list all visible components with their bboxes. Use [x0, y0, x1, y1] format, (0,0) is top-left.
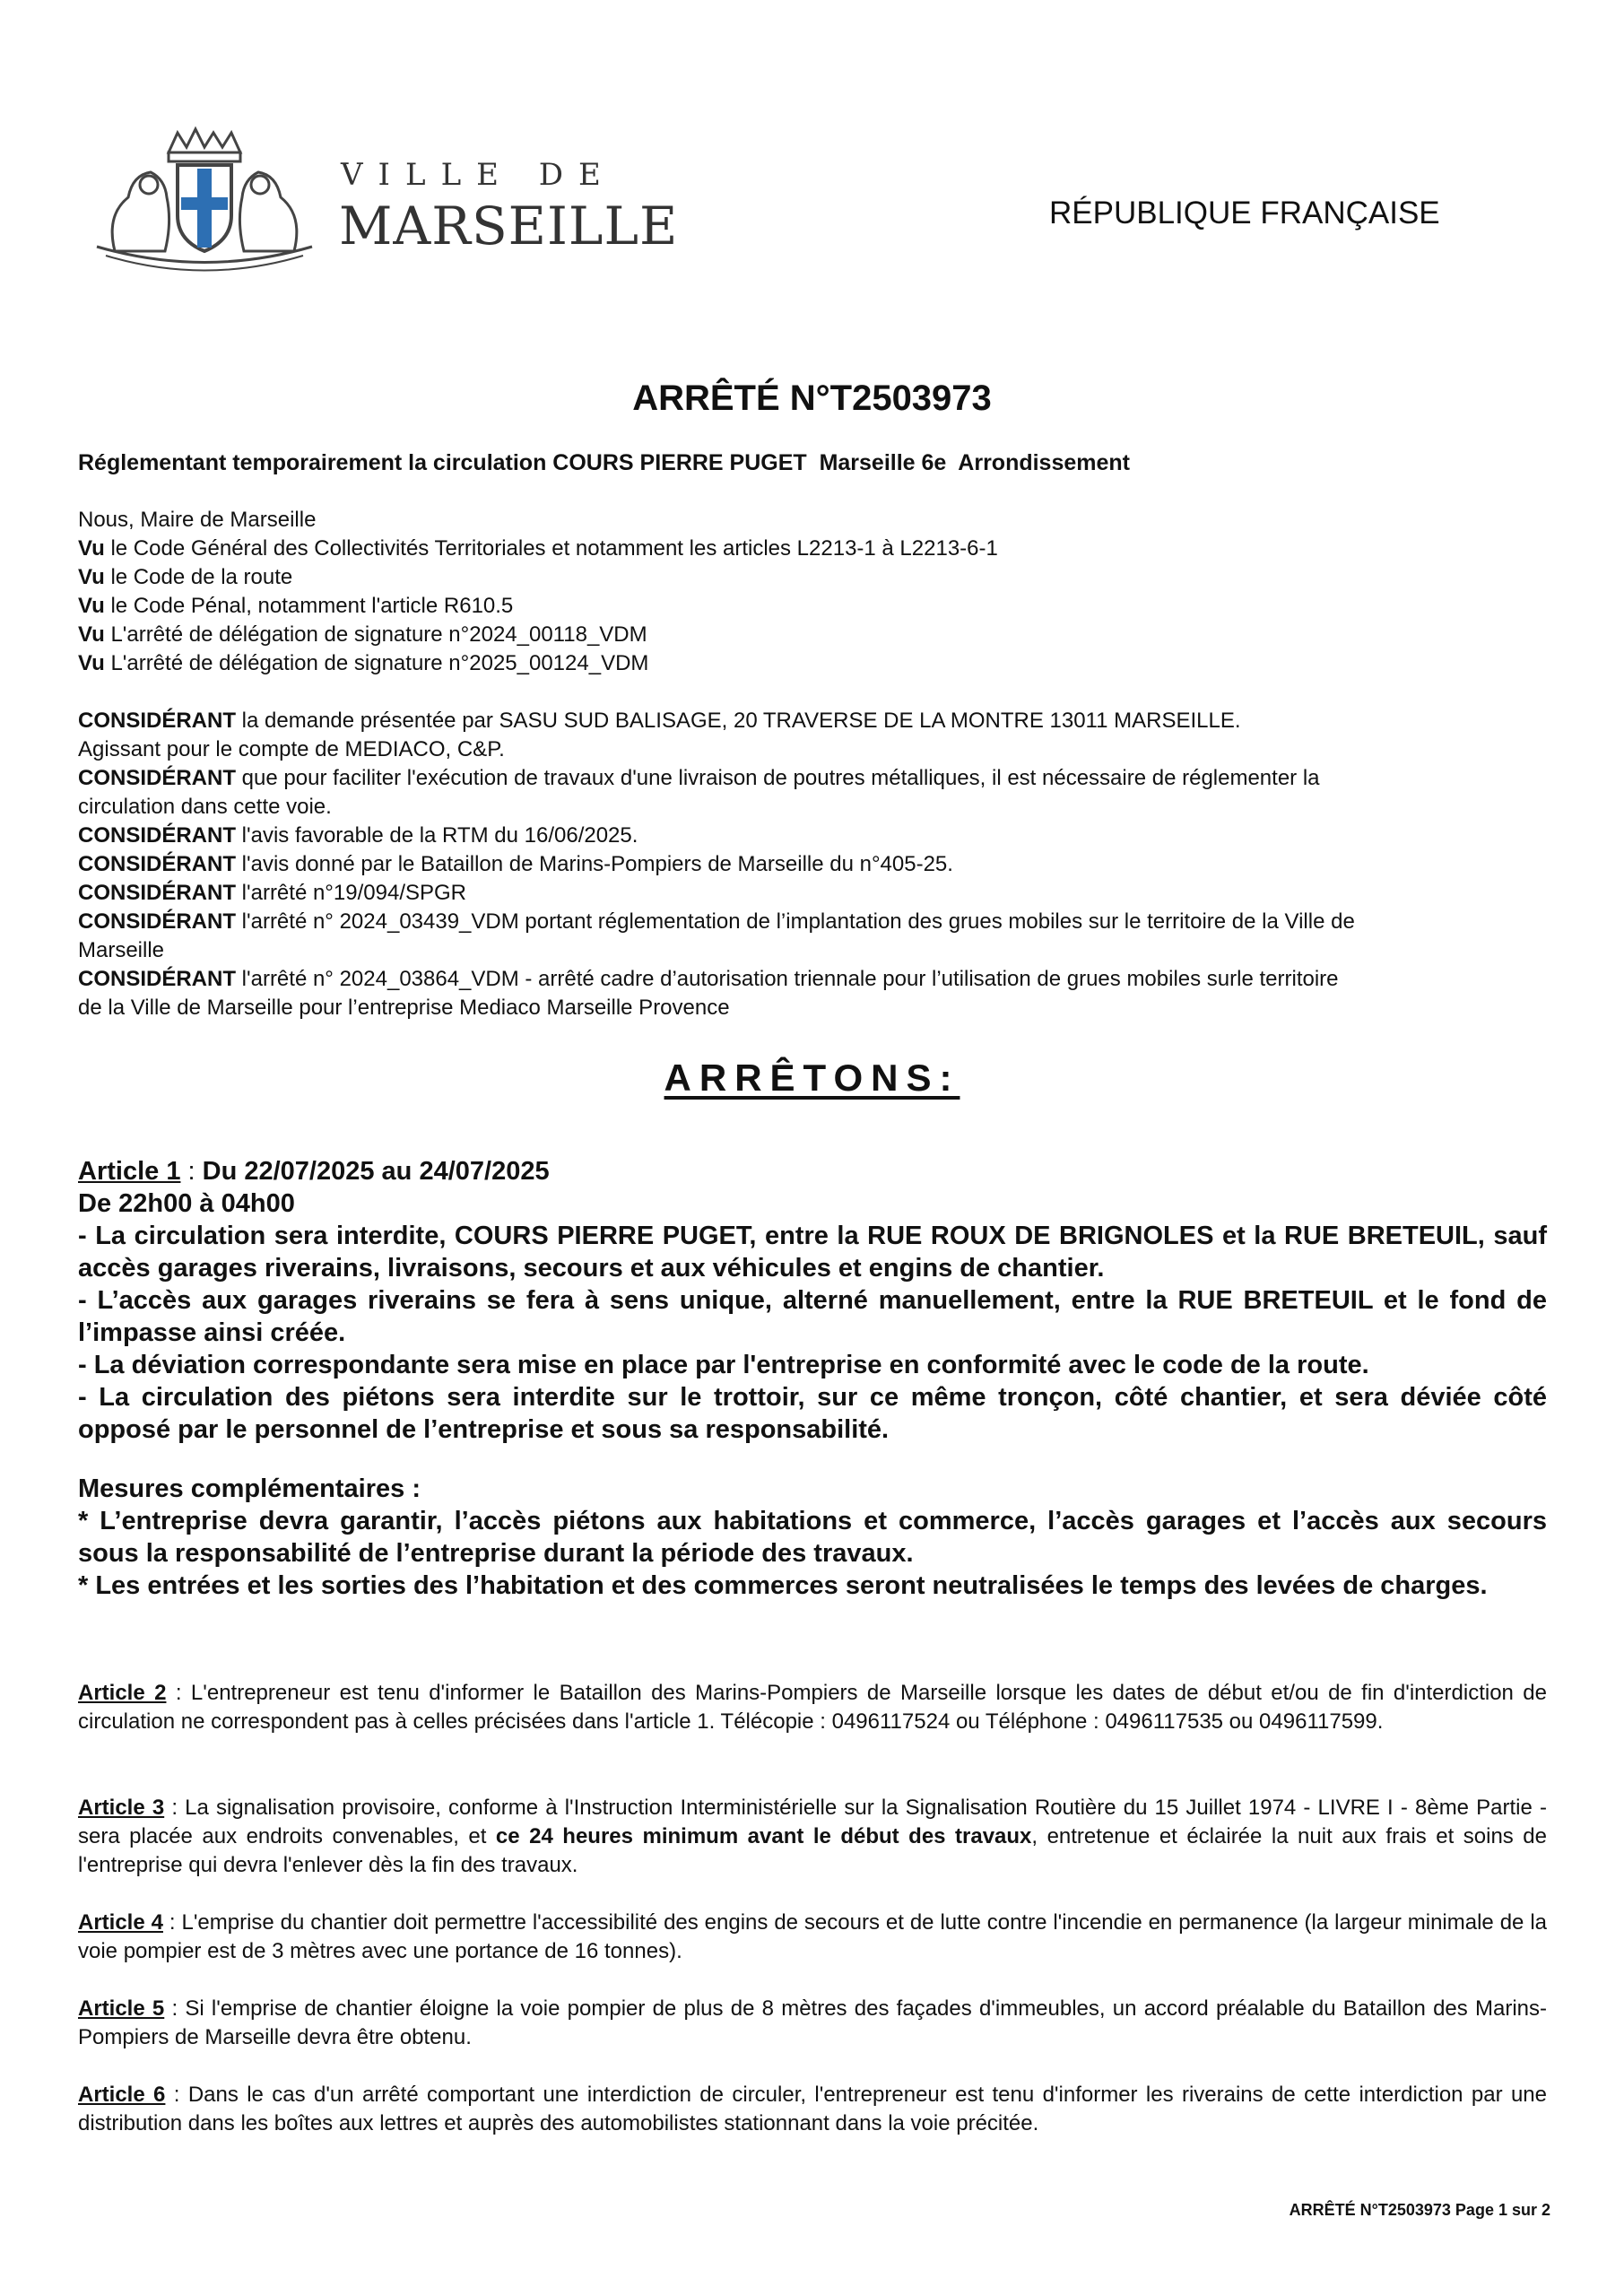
article-1-paragraph: - La circulation des piétons sera interdite sur le trottoir, sur ce même tronçon, côté chantier, et sera déviée côté opposé par le personnel de l’entreprise et sous sa responsabilité.: [78, 1383, 1547, 1444]
vu-label: Vu: [78, 594, 105, 618]
considerant-label: CONSIDÉRANT: [78, 823, 237, 848]
article-3-label: Article 3: [78, 1796, 165, 1820]
article-1-paragraph: - La circulation sera interdite, COURS PIERRE PUGET, entre la RUE ROUX DE BRIGNOLES et la RUE BRETEUIL, sauf accès garages riverains, livraisons, secours et aux véhicules et engins de chantier.: [78, 1222, 1547, 1283]
considerant-continuation: de la Ville de Marseille pour l’entreprise Mediaco Marseille Provence: [78, 996, 730, 1020]
considerant-line: [78, 850, 953, 879]
considerant-line: [78, 822, 638, 850]
document-subtitle: Réglementant temporairement la circulation COURS PIERRE PUGET Marseille 6e Arrondissement: [78, 450, 1130, 475]
considerant-text: l'avis donné par le Bataillon de Marins-Pompiers de Marseille du n°405-25.: [236, 852, 953, 876]
considerant-text: l'arrêté n°19/094/SPGR: [236, 881, 466, 905]
article-4-label: Article 4: [78, 1910, 163, 1935]
considerant-label: CONSIDÉRANT: [78, 881, 237, 905]
considerant-text: que pour faciliter l'exécution de travaux d'une livraison de poutres métalliques, il est nécessaire de réglementer la: [236, 766, 1320, 790]
vu-text: L'arrêté de délégation de signature n°2024_00118_VDM: [104, 622, 647, 647]
considerant-continuation: circulation dans cette voie.: [78, 795, 332, 819]
vu-line: [78, 535, 998, 563]
considerant-line: [78, 764, 1320, 793]
vu-label: Vu: [78, 651, 105, 675]
article-3: [78, 1794, 1547, 1880]
vu-label: Vu: [78, 565, 105, 589]
considerant-line: [78, 908, 1355, 936]
considerant-label: CONSIDÉRANT: [78, 967, 237, 991]
article-5-text: : Si l'emprise de chantier éloigne la voie pompier de plus de 8 mètres des façades d'immeubles, un accord préalable du Bataillon des Marins-Pompiers de Marseille devra être obtenu.: [78, 1996, 1548, 2049]
considerant-line: [78, 965, 1339, 994]
considerant-label: CONSIDÉRANT: [78, 852, 237, 876]
vu-text: L'arrêté de délégation de signature n°2025_00124_VDM: [104, 651, 649, 675]
article-6-label: Article 6: [78, 2083, 166, 2107]
article-1-hours: De 22h00 à 04h00: [78, 1189, 295, 1218]
considerant-label: CONSIDÉRANT: [78, 909, 237, 934]
vu-line: [78, 649, 648, 678]
vu-line: [78, 563, 292, 592]
page-footer: ARRÊTÉ N°T2503973 Page 1 sur 2: [1289, 2201, 1550, 2219]
mesure-item: * Les entrées et les sorties des l’habitation et des commerces seront neutralisées le temps des levées de charges.: [78, 1571, 1488, 1600]
article-1-label: Article 1: [78, 1157, 181, 1186]
marseille-coat-of-arms-icon: [79, 126, 330, 274]
article-1-paragraph: - La déviation correspondante sera mise en place par l'entreprise en conformité avec le code de la route.: [78, 1351, 1369, 1379]
article-4-text: : L'emprise du chantier doit permettre l'accessibilité des engins de secours et de lutte contre l'incendie en permanence (la largeur minimale de la voie pompier est de 3 mètres avec une portance de 16 tonnes).: [78, 1910, 1547, 1963]
vu-label: Vu: [78, 536, 105, 561]
agissant-line: Agissant pour le compte de MEDIACO, C&P.: [78, 737, 505, 761]
vu-line: [78, 621, 647, 649]
republique-francaise-heading: RÉPUBLIQUE FRANÇAISE: [1049, 196, 1440, 230]
considerant-text: l'arrêté n° 2024_03864_VDM - arrêté cadre d’autorisation triennale pour l’utilisation de grues mobiles surle territoire: [236, 967, 1339, 991]
article-3-text: : La signalisation provisoire, conforme à l'Instruction Interministérielle sur la Signalisation Routière du 15 Juillet 1974 - LIVRE I - 8ème Partie - sera placée aux endroits convenables, et: [78, 1796, 1547, 1848]
vu-text: le Code Pénal, notamment l'article R610.5: [104, 594, 514, 618]
vu-text: le Code de la route: [104, 565, 293, 589]
considerant-continuation: Marseille: [78, 938, 165, 962]
document-title: ARRÊTÉ N°T2503973: [632, 378, 992, 418]
vu-text: le Code Général des Collectivités Territoriales et notamment les articles L2213-1 à L2213-6-1: [104, 536, 998, 561]
article-3-bold-text: ce 24 heures minimum avant le début des travaux: [495, 1824, 1032, 1848]
arretons-heading: [0, 1057, 1624, 1100]
logo-text-ville-de: VILLE DE: [341, 157, 616, 193]
article-6: [78, 2081, 1547, 2138]
considerant-text: l'arrêté n° 2024_03439_VDM portant réglementation de l’implantation des grues mobiles sur le territoire de la Ville de: [236, 909, 1355, 934]
arretons-text: ARRÊTONS:: [664, 1057, 960, 1099]
vu-line: [78, 592, 513, 621]
article-1-dates: Du 22/07/2025 au 24/07/2025: [202, 1157, 550, 1186]
mesure-item: * L’entreprise devra garantir, l’accès piétons aux habitations et commerce, l’accès garages et l’accès aux secours sous la responsabilité de l’entreprise durant la période des travaux.: [78, 1507, 1547, 1568]
article-1-separator: :: [180, 1157, 203, 1186]
article-2-text: : L'entrepreneur est tenu d'informer le Bataillon des Marins-Pompiers de Marseille lorsque les dates de début et/ou de fin d'interdiction de circulation ne correspondent pas à celles précisées dans l'article 1. Télécopie : 0496117524 ou Téléphone : 0496117535 ou 0496117599.: [78, 1681, 1547, 1734]
considerant-line: [78, 879, 466, 908]
considerant-label: CONSIDÉRANT: [78, 709, 237, 733]
article-4: [78, 1909, 1547, 1966]
considerant-text: la demande présentée par SASU SUD BALISAGE, 20 TRAVERSE DE LA MONTRE 13011 MARSEILLE.: [236, 709, 1241, 733]
considerant-label: CONSIDÉRANT: [78, 766, 237, 790]
article-2: [78, 1679, 1547, 1736]
article-5-label: Article 5: [78, 1996, 165, 2021]
considerant-text: l'avis favorable de la RTM du 16/06/2025.: [236, 823, 638, 848]
vu-label: Vu: [78, 622, 105, 647]
ville-de-marseille-logo: [79, 126, 679, 274]
article-6-text: : Dans le cas d'un arrêté comportant une interdiction de circuler, l'entrepreneur est tenu d'informer les riverains de cette interdiction par une distribution dans les boîtes aux lettres et auprès des automobilistes stationnant dans la voie précitée.: [78, 2083, 1547, 2135]
article-1-header: [78, 1155, 550, 1187]
article-1-paragraph: - L’accès aux garages riverains se fera à sens unique, alterné manuellement, entre la RUE BRETEUIL et le fond de l’impasse ainsi créée.: [78, 1286, 1547, 1347]
considerant-line: [78, 707, 1241, 735]
logo-text-marseille: MARSEILLE: [339, 196, 679, 257]
article-2-label: Article 2: [78, 1681, 167, 1705]
mesures-title: Mesures complémentaires :: [78, 1474, 421, 1503]
article-5: [78, 1995, 1547, 2052]
article-3-text-end: , entretenue et éclairée la nuit aux frais et soins de l'entreprise qui devra l'enlever dès la fin des travaux.: [78, 1824, 1547, 1877]
intro-maire: Nous, Maire de Marseille: [78, 508, 317, 532]
